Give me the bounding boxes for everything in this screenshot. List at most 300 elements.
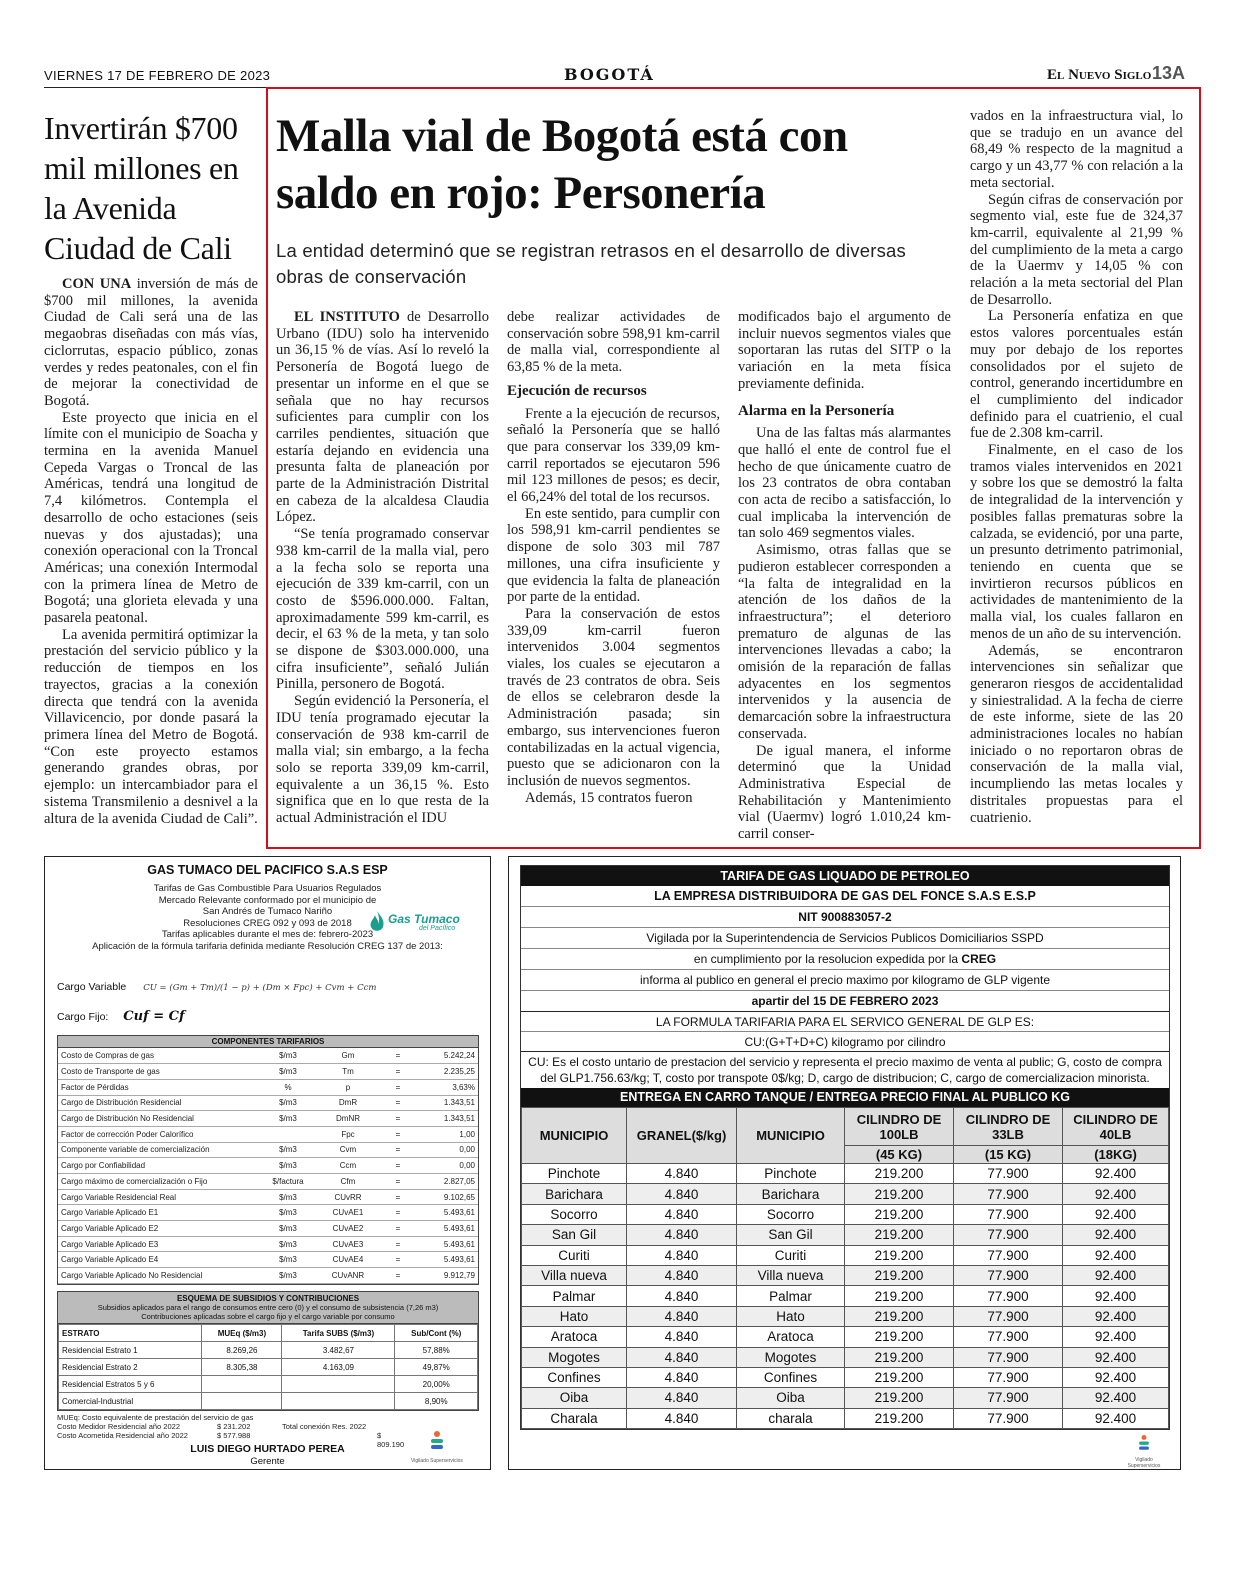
component-cell: $/m3: [258, 1236, 318, 1252]
fonce-line: apartir del 15 DE FEBRERO 2023: [521, 991, 1169, 1012]
component-cell: CUvAE1: [318, 1205, 378, 1221]
main-col-4: [970, 108, 1183, 826]
price-cell: 92.400: [1063, 1306, 1169, 1326]
component-cell: Costo de Transporte de gas: [58, 1064, 258, 1080]
component-cell: 5.493,61: [418, 1252, 478, 1268]
component-cell: =: [378, 1268, 418, 1284]
price-cell: 4.840: [627, 1286, 737, 1306]
component-row: [58, 1111, 478, 1127]
price-cell: 219.200: [845, 1265, 954, 1285]
price-cell: 219.200: [845, 1388, 954, 1408]
price-row: [522, 1286, 1169, 1306]
component-cell: 1.343,51: [418, 1095, 478, 1111]
component-cell: CUvAE3: [318, 1236, 378, 1252]
ad-line: Tarifas de Gas Combustible Para Usuarios Regulados: [153, 883, 382, 894]
col-subheader: (15 KG): [954, 1146, 1063, 1164]
side-paragraph: inversión de más de $700 mil millones, la avenida Ciudad de Cali será una de las megaobras diseñadas con más vías, ciclorrutas, espacio público, zonas verdes y redes peatonales, con el fin de mejorar la conectividad de Bogotá.: [44, 276, 258, 409]
price-cell: 92.400: [1063, 1347, 1169, 1367]
component-cell: CUvAE4: [318, 1252, 378, 1268]
fonce-nit: NIT 900883057-2: [521, 907, 1169, 928]
main-paragraph: “Se tenía programado conservar 938 km-carril de la malla vial, pero a la fecha solo se reporta una ejecución de 339 km-carril, con un costo de $596.000.000. Faltan, aproximadamente 599 km-carril, es decir, el 63 % de la meta, y tan solo se dispone de $303.000.000, una cifra insuficiente”, señaló Julián Pinilla, personero de Bogotá.: [276, 526, 489, 693]
price-cell: Aratoca: [737, 1327, 845, 1347]
price-cell: 4.840: [627, 1164, 737, 1184]
superservicios-icon: [430, 1431, 444, 1453]
price-cell: 77.900: [954, 1367, 1063, 1387]
component-cell: 9.102,65: [418, 1189, 478, 1205]
price-cell: 4.840: [627, 1184, 737, 1204]
price-row: [522, 1225, 1169, 1245]
col-header: CILINDRO DE 100LB: [845, 1108, 954, 1146]
main-col-1: [276, 309, 489, 827]
main-paragraph: Según evidenció la Personería, el IDU tenía programado ejecutar la conservación de 938 km-carril de malla vial; sin embargo, a la fecha solo se reporta 339,09 km-carril, equivalente a un 36,15 %. Esto significa que en lo que resta de la actual Administración el IDU: [276, 693, 489, 827]
price-cell: 92.400: [1063, 1184, 1169, 1204]
subsidy-header: ESTRATO: [59, 1325, 202, 1342]
subheading-alarma: Alarma en la Personería: [738, 402, 895, 419]
vigilado-logo: [1119, 1435, 1169, 1469]
price-cell: 92.400: [1063, 1204, 1169, 1224]
subsidy-cell: 57,88%: [395, 1342, 478, 1359]
component-cell: =: [378, 1221, 418, 1237]
component-row: [58, 1252, 478, 1268]
component-cell: %: [258, 1079, 318, 1095]
price-cell: Charala: [522, 1408, 627, 1428]
component-cell: $/m3: [258, 1064, 318, 1080]
price-cell: 219.200: [845, 1204, 954, 1224]
component-cell: 5.493,61: [418, 1236, 478, 1252]
fonce-formula-title: LA FORMULA TARIFARIA PARA EL SERVICO GENERAL DE GLP ES:: [521, 1012, 1169, 1032]
subsidy-box: [57, 1291, 479, 1411]
components-table: [58, 1048, 478, 1284]
component-cell: =: [378, 1252, 418, 1268]
price-cell: Socorro: [737, 1204, 845, 1224]
subsidy-header: MUEq ($/m3): [202, 1325, 282, 1342]
price-cell: 4.840: [627, 1388, 737, 1408]
vigilado-logo: [407, 1431, 467, 1464]
subsidy-row: [59, 1376, 478, 1393]
subsidy-cell: [202, 1376, 282, 1393]
component-row: [58, 1174, 478, 1190]
component-row: [58, 1236, 478, 1252]
component-cell: Cvm: [318, 1142, 378, 1158]
price-cell: Confines: [737, 1367, 845, 1387]
subsidy-cell: 3.482,67: [282, 1342, 395, 1359]
price-cell: 4.840: [627, 1327, 737, 1347]
component-cell: Cargo Variable Aplicado E4: [58, 1252, 258, 1268]
subsidy-cell: Residencial Estrato 2: [59, 1359, 202, 1376]
price-cell: 77.900: [954, 1164, 1063, 1184]
section-name: BOGOTÁ: [564, 65, 655, 84]
fonce-inner: [520, 865, 1170, 1430]
component-cell: $/m3: [258, 1048, 318, 1064]
component-row: [58, 1158, 478, 1174]
cargo-variable-formula: CU = (Gm + Tm)/(1 − p) + (Dm × Fpc) + Cvm + Ccm: [143, 983, 377, 993]
main-paragraph: Frente a la ejecución de recursos, señaló la Personería que se halló que para conservar los 339,09 km-carril reportados se ejecutaron 596 mil 123 millones de pesos; es decir, el 66,24% del total de los recursos.: [507, 405, 720, 506]
price-cell: 219.200: [845, 1286, 954, 1306]
ad-line: Aplicación de la fórmula tarifaria definida mediante Resolución CREG 137 de 2013:: [92, 940, 443, 952]
main-paragraph: Además, 15 contratos fueron: [525, 789, 693, 806]
price-cell: 4.840: [627, 1204, 737, 1224]
component-cell: =: [378, 1079, 418, 1095]
subsidy-header: Sub/Cont (%): [395, 1325, 478, 1342]
component-cell: 5.242,24: [418, 1048, 478, 1064]
price-cell: Barichara: [737, 1184, 845, 1204]
price-cell: 77.900: [954, 1408, 1063, 1428]
component-row: [58, 1126, 478, 1142]
main-paragraph: Finalmente, en el caso de los tramos viales intervenidos en 2021 y sobre los que se demostró la falta de integralidad de la intervención y posibles fallas prematuras sobre la calzada, se evidenció, por una parte, un presunto detrimento patrimonial, teniendo en cuenta que se invirtieron recursos públicos en actividades de mantenimiento de la malla vial, los cuales fallaron en menos de un año de su intervención.: [970, 442, 1183, 642]
price-cell: 92.400: [1063, 1388, 1169, 1408]
footnote: MUEq: Costo equivalente de prestación del servicio de gas: [57, 1413, 254, 1422]
component-cell: Cargo Variable Aplicado No Residencial: [58, 1268, 258, 1284]
subsidy-cell: 4.163,09: [282, 1359, 395, 1376]
component-cell: Cargo Variable Aplicado E3: [58, 1236, 258, 1252]
footnote: Total conexión Res. 2022: [282, 1422, 367, 1431]
component-cell: Factor de corrección Poder Calorífico: [58, 1126, 258, 1142]
ad-line: Tarifas aplicables durante el mes de: febrero-2023: [161, 929, 374, 940]
component-cell: $/m3: [258, 1268, 318, 1284]
component-cell: $/m3: [258, 1189, 318, 1205]
subsidy-cell: [282, 1376, 395, 1393]
component-cell: 0,00: [418, 1158, 478, 1174]
subsidy-header: Tarifa SUBS ($/m3): [282, 1325, 395, 1342]
component-cell: Costo de Compras de gas: [58, 1048, 258, 1064]
gas-tumaco-logo: [367, 910, 479, 936]
price-cell: Curiti: [737, 1245, 845, 1265]
signer-name: LUIS DIEGO HURTADO PEREA: [190, 1443, 345, 1455]
component-cell: 2.235,25: [418, 1064, 478, 1080]
component-row: [58, 1079, 478, 1095]
main-paragraph: debe realizar actividades de conservación sobre 598,91 km-carril de malla vial, correspondiente al 63,85 % de la meta.: [507, 309, 720, 376]
component-cell: 3,63%: [418, 1079, 478, 1095]
component-cell: =: [378, 1205, 418, 1221]
component-cell: Cargo de Distribución No Residencial: [58, 1111, 258, 1127]
price-row: [522, 1367, 1169, 1387]
price-cell: 4.840: [627, 1265, 737, 1285]
fonce-line: Vigilada por la Superintendencia de Servicios Publicos Domiciliarios SSPD: [521, 928, 1169, 949]
component-cell: $/m3: [258, 1095, 318, 1111]
fonce-cu-note: CU: Es el costo untario de prestacion del servicio y representa el precio maximo de venta al public; G, costo de compra del GLP1.756.63/kg; T, costo por transpote 0$/kg; D, cargo de distribucion; C, cargo de comercializacion minorista.: [528, 1055, 1162, 1085]
component-cell: Cargo Variable Aplicado E2: [58, 1221, 258, 1237]
component-cell: 1.343,51: [418, 1111, 478, 1127]
fonce-creg: CREG: [961, 952, 997, 966]
main-article-subtitle: La entidad determinó que se registran retrasos en el desarrollo de diversas obras de conservación: [276, 240, 906, 287]
main-paragraph: Según cifras de conservación por segmento vial, este fue de 324,37 km-carril, equivalente al 21,99 % del cumplimiento de la meta a cargo de la Uaermv y 14,05 % con relación a la meta sectorial del Plan de Desarrollo.: [970, 191, 1183, 308]
side-paragraph: Este proyecto que inicia en el límite con el municipio de Soacha y termina en la avenida Manuel Cepeda Vargas o Troncal de las Américas, tendrá una longitud de 7,4 kilómetros. Contempla el desarrollo de ocho estaciones (seis nuevas y dos ajustadas); una conexión operacional con la Troncal Américas; una conexión Intermodal con la primera línea de Metro de Bogotá; una glorieta elevada y una pasarela peatonal.: [44, 409, 258, 627]
price-cell: 219.200: [845, 1367, 954, 1387]
price-cell: 77.900: [954, 1327, 1063, 1347]
component-cell: =: [378, 1236, 418, 1252]
component-cell: Fpc: [318, 1126, 378, 1142]
subsidy-row: [59, 1393, 478, 1410]
component-cell: DmR: [318, 1095, 378, 1111]
main-paragraph: Además, se encontraron intervenciones sin señalizar que generaron riesgos de accidentalidad y siniestralidad. A la fecha de cierre de este informe, siete de las 20 administraciones locales no habían iniciado o no reportaron obras de conservación de la malla vial, incumpliendo las metas locales y distritales propuestas para el cuatrienio.: [970, 642, 1183, 826]
subsidy-row: [59, 1342, 478, 1359]
newspaper-name: El Nuevo Siglo: [1047, 67, 1152, 83]
price-cell: charala: [737, 1408, 845, 1428]
subsidy-cell: 49,87%: [395, 1359, 478, 1376]
component-row: [58, 1064, 478, 1080]
component-cell: Cfm: [318, 1174, 378, 1190]
component-cell: [258, 1126, 318, 1142]
col-header: GRANEL($/kg): [627, 1108, 737, 1164]
fonce-line: [521, 949, 1169, 970]
superservicios-icon: [1138, 1435, 1150, 1453]
vigilado-text: Vigilado Superservicios: [1127, 1457, 1161, 1469]
price-cell: 92.400: [1063, 1286, 1169, 1306]
main-article-title: Malla vial de Bogotá está con saldo en rojo: Personería: [276, 110, 848, 219]
price-cell: Socorro: [522, 1204, 627, 1224]
price-cell: 92.400: [1063, 1367, 1169, 1387]
logo-text: Gas Tumaco: [388, 912, 460, 926]
price-cell: 92.400: [1063, 1245, 1169, 1265]
price-cell: 77.900: [954, 1265, 1063, 1285]
subsidy-cell: Comercial-Industrial: [59, 1393, 202, 1410]
component-cell: $/m3: [258, 1111, 318, 1127]
main-col-2: [507, 309, 720, 806]
price-cell: 219.200: [845, 1184, 954, 1204]
footnote-value: $ 231.202: [217, 1422, 251, 1431]
component-cell: Cargo por Confiabilidad: [58, 1158, 258, 1174]
component-cell: p: [318, 1079, 378, 1095]
component-cell: =: [378, 1142, 418, 1158]
price-cell: San Gil: [522, 1225, 627, 1245]
price-row: [522, 1204, 1169, 1224]
component-cell: =: [378, 1126, 418, 1142]
footnote-value: $ 809.190: [377, 1431, 405, 1449]
price-cell: 92.400: [1063, 1408, 1169, 1428]
component-cell: Componente variable de comercialización: [58, 1142, 258, 1158]
price-cell: Confines: [522, 1367, 627, 1387]
header-date: VIERNES 17 DE FEBRERO DE 2023: [44, 68, 271, 83]
price-row: [522, 1265, 1169, 1285]
component-cell: Cargo Variable Aplicado E1: [58, 1205, 258, 1221]
page-number: 13A: [1152, 63, 1186, 83]
price-cell: 92.400: [1063, 1327, 1169, 1347]
price-row: [522, 1408, 1169, 1428]
main-paragraph: Asimismo, otras fallas que se pudieron establecer corresponden a “la falta de integralidad en la atención de los daños de la infraestructura”; el deterioro prematuro de algunas de las intervenciones llevadas a cabo; la omisión de la reparación de fallas adyacentes en los segmentos intervenidos y la ausencia de demarcación sobre la infraestructura conservada.: [738, 542, 951, 742]
flame-icon: [367, 910, 387, 934]
price-cell: Mogotes: [522, 1347, 627, 1367]
component-cell: 2.827,05: [418, 1174, 478, 1190]
component-row: [58, 1048, 478, 1064]
component-cell: 1,00: [418, 1126, 478, 1142]
price-cell: 77.900: [954, 1204, 1063, 1224]
price-row: [522, 1184, 1169, 1204]
component-row: [58, 1268, 478, 1284]
price-cell: 4.840: [627, 1225, 737, 1245]
price-cell: 4.840: [627, 1408, 737, 1428]
component-cell: =: [378, 1174, 418, 1190]
price-cell: 219.200: [845, 1245, 954, 1265]
cargo-fijo-formula: Cuf = Cf: [123, 1009, 185, 1024]
subsidy-note: Contribuciones aplicadas sobre el cargo fijo y el cargo variable por consumo: [141, 1312, 395, 1321]
component-cell: =: [378, 1095, 418, 1111]
price-row: [522, 1327, 1169, 1347]
main-paragraph: modificados bajo el argumento de incluir nuevos segmentos viales que soportaran las rutas del SITP o la variación en la meta física previamente definida.: [738, 309, 951, 392]
fonce-formula: CU:(G+T+D+C) kilogramo por cilindro: [521, 1032, 1169, 1052]
price-cell: Villa nueva: [522, 1265, 627, 1285]
fonce-bar-title: TARIFA DE GAS LIQUADO DE PETROLEO: [521, 866, 1169, 886]
component-cell: 5.493,61: [418, 1221, 478, 1237]
subsidy-cell: [202, 1393, 282, 1410]
component-cell: $/m3: [258, 1158, 318, 1174]
col-header: CILINDRO DE 40LB: [1063, 1108, 1169, 1146]
component-cell: =: [378, 1111, 418, 1127]
col-header: MUNICIPIO: [522, 1108, 627, 1164]
components-title: COMPONENTES TARIFARIOS: [58, 1036, 478, 1048]
price-cell: 219.200: [845, 1327, 954, 1347]
ad-gas-fonce: [508, 856, 1181, 1470]
price-cell: 77.900: [954, 1184, 1063, 1204]
cargo-fijo: [57, 1009, 185, 1024]
subsidy-row: [59, 1359, 478, 1376]
component-row: [58, 1221, 478, 1237]
fonce-bar-prices: ENTREGA EN CARRO TANQUE / ENTREGA PRECIO FINAL AL PUBLICO KG: [521, 1088, 1169, 1107]
side-article-title: Invertirán $700 mil millones en la Avenida Ciudad de Cali: [44, 110, 239, 266]
subsidy-cell: [282, 1393, 395, 1410]
price-cell: 77.900: [954, 1225, 1063, 1245]
subsidy-cell: 8.305,38: [202, 1359, 282, 1376]
col-header: MUNICIPIO: [737, 1108, 845, 1164]
component-cell: Gm: [318, 1048, 378, 1064]
price-cell: 4.840: [627, 1367, 737, 1387]
main-paragraph: La Personería enfatiza en que estos valores porcentuales están muy por debajo de los reportes consolidados por el sujeto de control, generando incertidumbre en el cumplimiento del indicador definido para el cuatrienio, el cual fue de 2.308 km-carril.: [970, 308, 1183, 442]
component-row: [58, 1189, 478, 1205]
component-cell: Cargo Variable Residencial Real: [58, 1189, 258, 1205]
subsidy-title: ESQUEMA DE SUBSIDIOS Y CONTRIBUCIONES: [176, 1294, 360, 1303]
main-col-3: [738, 309, 951, 843]
vigilado-text: Vigilado Superservicios: [411, 1458, 463, 1464]
price-row: [522, 1347, 1169, 1367]
component-cell: $/m3: [258, 1252, 318, 1268]
price-cell: 77.900: [954, 1306, 1063, 1326]
side-lead: CON UNA: [62, 276, 132, 292]
col-subheader: (18KG): [1063, 1146, 1169, 1164]
fonce-company: LA EMPRESA DISTRIBUIDORA DE GAS DEL FONCE S.A.S E.S.P: [521, 886, 1169, 907]
page-header: [44, 62, 1184, 88]
col-subheader: (45 KG): [845, 1146, 954, 1164]
price-cell: Mogotes: [737, 1347, 845, 1367]
ad-line: San Andrés de Tumaco Nariño: [202, 906, 333, 917]
price-cell: Curiti: [522, 1245, 627, 1265]
component-row: [58, 1095, 478, 1111]
ad-line: Resoluciones CREG 092 y 093 de 2018: [183, 917, 352, 929]
price-cell: 92.400: [1063, 1164, 1169, 1184]
logo-subtext: del Pacífico: [419, 925, 456, 932]
price-cell: 4.840: [627, 1306, 737, 1326]
cargo-fijo-label: Cargo Fijo:: [57, 1011, 109, 1023]
subsidy-cell: 8,90%: [395, 1393, 478, 1410]
component-cell: CUvRR: [318, 1189, 378, 1205]
component-cell: 9.912,79: [418, 1268, 478, 1284]
components-table-box: [57, 1035, 479, 1285]
component-cell: Ccm: [318, 1158, 378, 1174]
main-paragraph: De igual manera, el informe determinó que la Unidad Administrativa Especial de Rehabilitación y Mantenimiento vial (Uaermv) logró 1.010,24 km-carril conser-: [738, 742, 951, 843]
main-paragraph: vados en la infraestructura vial, lo que se tradujo en un avance del 68,49 % respecto de la magnitud a cargo y un 43,77 % con relación a la meta sectorial.: [970, 108, 1183, 191]
price-cell: Pinchote: [522, 1164, 627, 1184]
component-row: [58, 1142, 478, 1158]
component-cell: CUvAE2: [318, 1221, 378, 1237]
ad-title: GAS TUMACO DEL PACIFICO S.A.S ESP: [147, 863, 388, 877]
cargo-variable: [57, 981, 376, 993]
subsidy-cell: 20,00%: [395, 1376, 478, 1393]
price-row: [522, 1245, 1169, 1265]
component-cell: CUvANR: [318, 1268, 378, 1284]
side-paragraph: La avenida permitirá optimizar la prestación del servicio público y la reducción de tiempos en los trayectos, gracias a la conexión directa que tendrá con la avenida Villavicencio, por donde pasará la primera línea del Metro de Bogotá. “Con este proyecto estamos generando grandes obras, por ejemplo: un intercambiador para el sistema Transmilenio a desnivel a la altura de la avenida Ciudad de Cali”.: [44, 626, 258, 827]
ad-line: Mercado Relevante conformado por el municipio de: [158, 894, 377, 906]
price-cell: San Gil: [737, 1225, 845, 1245]
price-cell: 77.900: [954, 1388, 1063, 1408]
main-paragraph: Para la conservación de estos 339,09 km-carril fueron intervenidos 3.004 segmentos viales, los cuales se ejecutaron a través de 23 contratos de obra. Seis de ellos se celebraron desde la Administración pasada; sin embargo, sus intervenciones fueron contabilizadas en la actual vigencia, puesto que se adicionaron con la inclusión de nuevos segmentos.: [507, 605, 720, 789]
price-cell: 219.200: [845, 1225, 954, 1245]
subsidy-cell: Residencial Estratos 5 y 6: [59, 1376, 202, 1393]
price-cell: 77.900: [954, 1347, 1063, 1367]
col-header: CILINDRO DE 33LB: [954, 1108, 1063, 1146]
component-cell: =: [378, 1158, 418, 1174]
subsidy-cell: Residencial Estrato 1: [59, 1342, 202, 1359]
main-paragraph: de Desarrollo Urbano (IDU) solo ha intervenido un 36,15 % de vías. Así lo reveló la Personería de Bogotá luego de presentar un informe en el que se señala que no hay recursos suficientes para cumplir con los carriles pendientes, situación que estaría dejando en evidencia una presunta falta de planeación por parte de la Administración Distrital en cabeza de la alcaldesa Claudia López.: [276, 309, 489, 526]
price-cell: Barichara: [522, 1184, 627, 1204]
component-cell: Cargo máximo de comercialización o Fijo: [58, 1174, 258, 1190]
component-cell: Tm: [318, 1064, 378, 1080]
component-cell: $/factura: [258, 1174, 318, 1190]
component-cell: DmNR: [318, 1111, 378, 1127]
component-row: [58, 1205, 478, 1221]
main-paragraph: En este sentido, para cumplir con los 598,91 km-carril pendientes se dispone de solo 303 mil 787 millones, una cifra insuficiente y que evidencia la falta de planeación por parte de la entidad.: [507, 505, 720, 606]
prices-table: [521, 1107, 1169, 1429]
price-cell: Villa nueva: [737, 1265, 845, 1285]
footnote-value: $ 577.988: [217, 1431, 251, 1440]
price-cell: Palmar: [522, 1286, 627, 1306]
price-row: [522, 1306, 1169, 1326]
component-cell: =: [378, 1048, 418, 1064]
ad-gas-tumaco: [44, 856, 491, 1470]
price-cell: Palmar: [737, 1286, 845, 1306]
price-cell: 4.840: [627, 1347, 737, 1367]
price-cell: 219.200: [845, 1347, 954, 1367]
price-cell: 77.900: [954, 1245, 1063, 1265]
subsidy-table: [58, 1324, 478, 1410]
price-cell: Oiba: [522, 1388, 627, 1408]
footnote: Costo Acometida Residencial año 2022: [57, 1431, 188, 1440]
main-paragraph: Una de las faltas más alarmantes que halló el ente de control fue el hecho de que únicamente cuatro de los 23 contratos de obra contaban con acta de recibo a satisfacción, lo cual implicaba la intervención de tan solo 469 segmentos viales.: [738, 425, 951, 542]
component-cell: $/m3: [258, 1221, 318, 1237]
price-cell: 219.200: [845, 1164, 954, 1184]
component-cell: =: [378, 1064, 418, 1080]
component-cell: $/m3: [258, 1142, 318, 1158]
price-cell: Pinchote: [737, 1164, 845, 1184]
fonce-line: informa al publico en general el precio maximo por kilogramo de GLP vigente: [521, 970, 1169, 991]
price-cell: 4.840: [627, 1245, 737, 1265]
fonce-text: en cumplimiento por la resolucion expedida por la: [693, 952, 962, 966]
price-cell: 219.200: [845, 1408, 954, 1428]
price-cell: 92.400: [1063, 1225, 1169, 1245]
subsidy-note: Subsidios aplicados para el rango de consumos entre cero (0) y el consumo de subsistencia (7,26 m3): [97, 1303, 439, 1312]
component-cell: =: [378, 1189, 418, 1205]
component-cell: 5.493,61: [418, 1205, 478, 1221]
price-row: [522, 1164, 1169, 1184]
main-lead: EL INSTITUTO: [294, 309, 400, 325]
price-cell: 219.200: [845, 1306, 954, 1326]
cargo-variable-label: Cargo Variable: [57, 981, 127, 993]
footnote: Costo Medidor Residencial año 2022: [57, 1422, 180, 1431]
price-row: [522, 1388, 1169, 1408]
component-cell: 0,00: [418, 1142, 478, 1158]
signer-role: Gerente: [250, 1456, 285, 1467]
component-cell: Factor de Pérdidas: [58, 1079, 258, 1095]
component-cell: Cargo de Distribución Residencial: [58, 1095, 258, 1111]
subheading-ejecucion: Ejecución de recursos: [507, 382, 647, 399]
price-cell: Oiba: [737, 1388, 845, 1408]
